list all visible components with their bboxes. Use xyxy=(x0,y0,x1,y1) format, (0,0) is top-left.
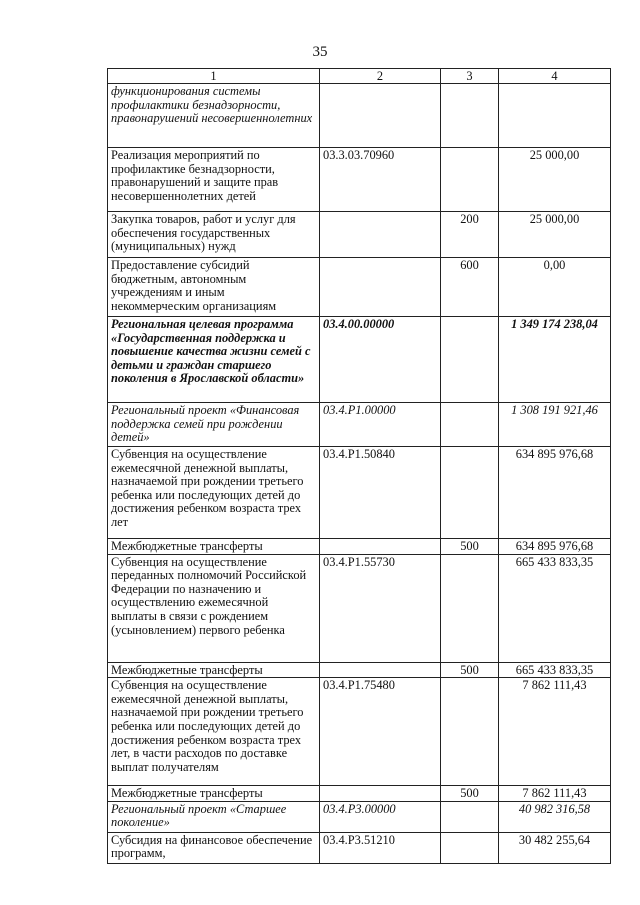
row-type-cell xyxy=(441,84,499,148)
row-name-cell: Субвенция на осуществление переданных полномочий Российской Федерации по назначению и осуществлению ежемесячной выплаты в связи с рождением (усыновлением) первого ребенка xyxy=(108,554,320,662)
row-name-cell: Субсидия на финансовое обеспечение программ, xyxy=(108,832,320,863)
table-row xyxy=(108,447,611,539)
row-amount-cell: 25 000,00 xyxy=(499,212,611,258)
row-code-cell: 03.4.P3.00000 xyxy=(320,801,441,832)
row-name-cell: Региональный проект «Финансовая поддержка семей при рождении детей» xyxy=(108,403,320,447)
row-type-cell: 200 xyxy=(441,212,499,258)
row-name-cell: Региональный проект «Старшее поколение» xyxy=(108,801,320,832)
row-code-cell xyxy=(320,539,441,555)
row-name-cell: Межбюджетные трансферты xyxy=(108,786,320,802)
row-amount-cell: 30 482 255,64 xyxy=(499,832,611,863)
row-code-cell: 03.4.P1.75480 xyxy=(320,678,441,786)
row-code-cell xyxy=(320,212,441,258)
table-row xyxy=(108,317,611,403)
row-amount-cell: 1 349 174 238,04 xyxy=(499,317,611,403)
row-amount-cell: 634 895 976,68 xyxy=(499,447,611,539)
row-name-cell: Субвенция на осуществление ежемесячной денежной выплаты, назначаемой при рождении третьего ребенка или последующих детей до достижения ребенком возраста трех лет, в части расходов по доставке выплат получателям xyxy=(108,678,320,786)
table-row xyxy=(108,832,611,863)
row-type-cell xyxy=(441,678,499,786)
table-row xyxy=(108,801,611,832)
row-type-cell xyxy=(441,403,499,447)
page-number: 35 xyxy=(312,44,328,60)
row-amount-cell: 0,00 xyxy=(499,258,611,317)
row-name-cell: функционирования системы профилактики безнадзорности, правонарушений несовершеннолетних xyxy=(108,84,320,148)
row-amount-cell xyxy=(499,84,611,148)
row-amount-cell: 7 862 111,43 xyxy=(499,678,611,786)
row-type-cell xyxy=(441,447,499,539)
table-row xyxy=(108,662,611,678)
header-row xyxy=(108,69,611,84)
row-amount-cell: 1 308 191 921,46 xyxy=(499,403,611,447)
row-type-cell: 500 xyxy=(441,786,499,802)
row-code-cell xyxy=(320,258,441,317)
table-row xyxy=(108,539,611,555)
row-type-cell: 600 xyxy=(441,258,499,317)
row-name-cell: Межбюджетные трансферты xyxy=(108,539,320,555)
row-code-cell: 03.4.00.00000 xyxy=(320,317,441,403)
row-name-cell: Закупка товаров, работ и услуг для обеспечения государственных (муниципальных) нужд xyxy=(108,212,320,258)
row-code-cell xyxy=(320,84,441,148)
table-row xyxy=(108,84,611,148)
row-type-cell xyxy=(441,832,499,863)
row-amount-cell: 25 000,00 xyxy=(499,148,611,212)
row-amount-cell: 7 862 111,43 xyxy=(499,786,611,802)
table-row xyxy=(108,786,611,802)
row-type-cell: 500 xyxy=(441,539,499,555)
row-amount-cell: 665 433 833,35 xyxy=(499,554,611,662)
header-col-3: 3 xyxy=(441,69,499,84)
table-row xyxy=(108,678,611,786)
row-name-cell: Региональная целевая программа «Государственная поддержка и повышение качества жизни семей с детьми и граждан старшего поколения в Ярославской области» xyxy=(108,317,320,403)
row-code-cell xyxy=(320,786,441,802)
header-col-1: 1 xyxy=(108,69,320,84)
table-row xyxy=(108,212,611,258)
row-code-cell xyxy=(320,662,441,678)
row-code-cell: 03.3.03.70960 xyxy=(320,148,441,212)
row-amount-cell: 665 433 833,35 xyxy=(499,662,611,678)
budget-table xyxy=(107,68,611,864)
row-code-cell: 03.4.P1.00000 xyxy=(320,403,441,447)
row-name-cell: Реализация мероприятий по профилактике безнадзорности, правонарушений и защите прав несовершеннолетних детей xyxy=(108,148,320,212)
row-name-cell: Предоставление субсидий бюджетным, автономным учреждениям и иным некоммерческим организациям xyxy=(108,258,320,317)
table-row xyxy=(108,554,611,662)
table-row xyxy=(108,403,611,447)
row-name-cell: Субвенция на осуществление ежемесячной денежной выплаты, назначаемой при рождении третьего ребенка или последующих детей до достижения ребенком возраста трех лет xyxy=(108,447,320,539)
table-row xyxy=(108,258,611,317)
table-row xyxy=(108,148,611,212)
row-code-cell: 03.4.P1.50840 xyxy=(320,447,441,539)
row-code-cell: 03.4.P3.51210 xyxy=(320,832,441,863)
row-type-cell xyxy=(441,317,499,403)
row-amount-cell: 40 982 316,58 xyxy=(499,801,611,832)
row-type-cell xyxy=(441,801,499,832)
row-name-cell: Межбюджетные трансферты xyxy=(108,662,320,678)
header-col-4: 4 xyxy=(499,69,611,84)
row-code-cell: 03.4.P1.55730 xyxy=(320,554,441,662)
row-type-cell xyxy=(441,148,499,212)
row-amount-cell: 634 895 976,68 xyxy=(499,539,611,555)
header-col-2: 2 xyxy=(320,69,441,84)
row-type-cell xyxy=(441,554,499,662)
row-type-cell: 500 xyxy=(441,662,499,678)
